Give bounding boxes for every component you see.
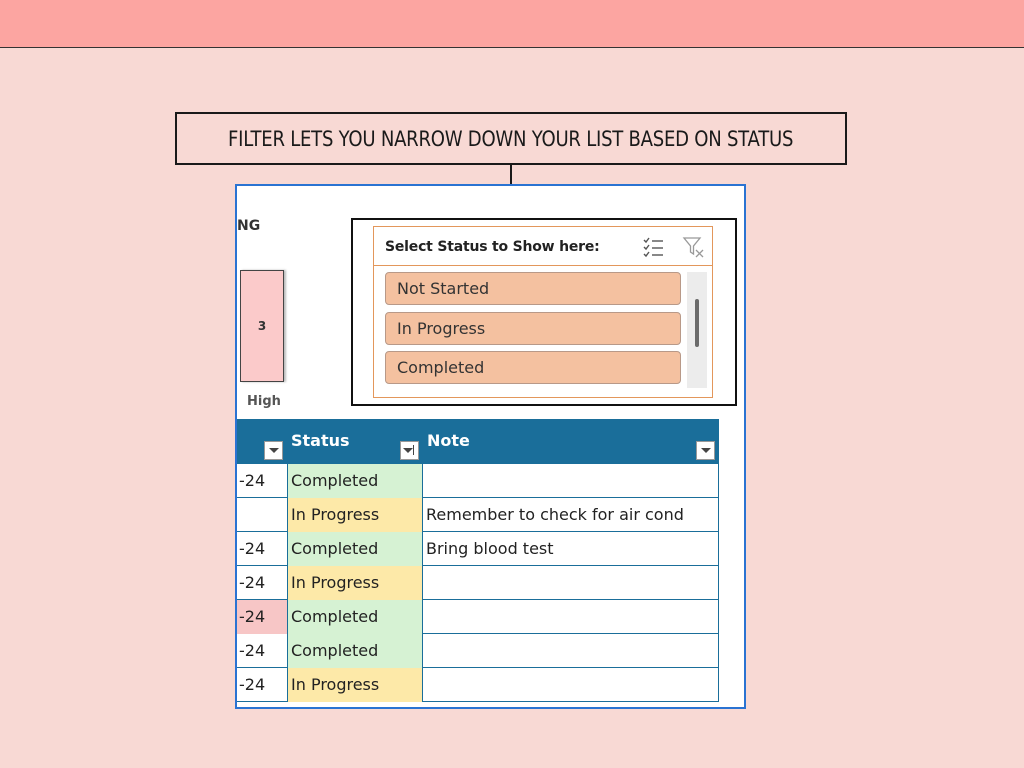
date-cell[interactable]: -24 [239,675,266,694]
date-filter-dropdown[interactable] [264,441,283,460]
note-cell[interactable]: Remember to check for air cond [423,498,719,532]
date-cell[interactable]: -24 [239,641,266,660]
slicer-highlight-frame [351,218,737,406]
slicer-scroll-thumb[interactable] [695,299,699,347]
slicer-header [374,227,712,266]
multi-select-icon[interactable] [642,235,666,259]
clear-filter-icon[interactable] [682,235,706,259]
note-filter-dropdown[interactable] [696,441,715,460]
table-row [237,600,719,634]
top-band [0,0,1024,48]
table-row [237,464,719,498]
note-cell[interactable] [423,668,719,702]
status-cell[interactable]: In Progress [287,668,423,702]
table-row [237,634,719,668]
status-cell[interactable]: Completed [287,532,423,566]
table-row [237,532,719,566]
note-cell[interactable] [423,566,719,600]
note-cell[interactable] [423,464,719,498]
partial-header-label: NG [237,218,261,234]
table-row [237,566,719,600]
column-header-note [423,419,719,464]
note-cell[interactable] [423,634,719,668]
note-cell[interactable]: Bring blood test [423,532,719,566]
slicer-title: Select Status to Show here: [385,239,600,255]
bar-category-label: High [247,394,281,409]
spreadsheet-screenshot [235,184,746,709]
status-slicer [373,226,713,398]
date-cell[interactable]: -24 [239,573,266,592]
date-cell[interactable]: -24 [237,600,287,634]
slicer-item-not-started[interactable]: Not Started [385,272,681,305]
priority-bar [240,270,284,382]
bar-value-label: 3 [257,319,267,333]
status-header-label: Status [291,431,350,450]
table-header-row [237,419,719,464]
date-cell[interactable]: -24 [239,471,266,490]
caption-box [175,112,847,165]
status-cell[interactable]: In Progress [287,566,423,600]
date-cell[interactable]: -24 [239,539,266,558]
caption-text: FILTER LETS YOU NARROW DOWN YOUR LIST BASED ON STATUS [228,126,794,151]
slicer-item-completed[interactable]: Completed [385,351,681,384]
column-header-status [287,419,423,464]
date-cell[interactable] [237,498,287,532]
table-row [237,668,719,702]
note-cell[interactable] [423,600,719,634]
status-filter-dropdown[interactable] [400,441,419,460]
status-cell[interactable]: Completed [287,634,423,668]
status-cell[interactable]: In Progress [287,498,423,532]
status-cell[interactable]: Completed [287,600,423,634]
slicer-item-in-progress[interactable]: In Progress [385,312,681,345]
table-row [237,498,719,532]
column-header-date [237,419,287,464]
status-cell[interactable]: Completed [287,464,423,498]
slicer-scrollbar[interactable] [687,272,707,388]
note-header-label: Note [427,431,470,450]
